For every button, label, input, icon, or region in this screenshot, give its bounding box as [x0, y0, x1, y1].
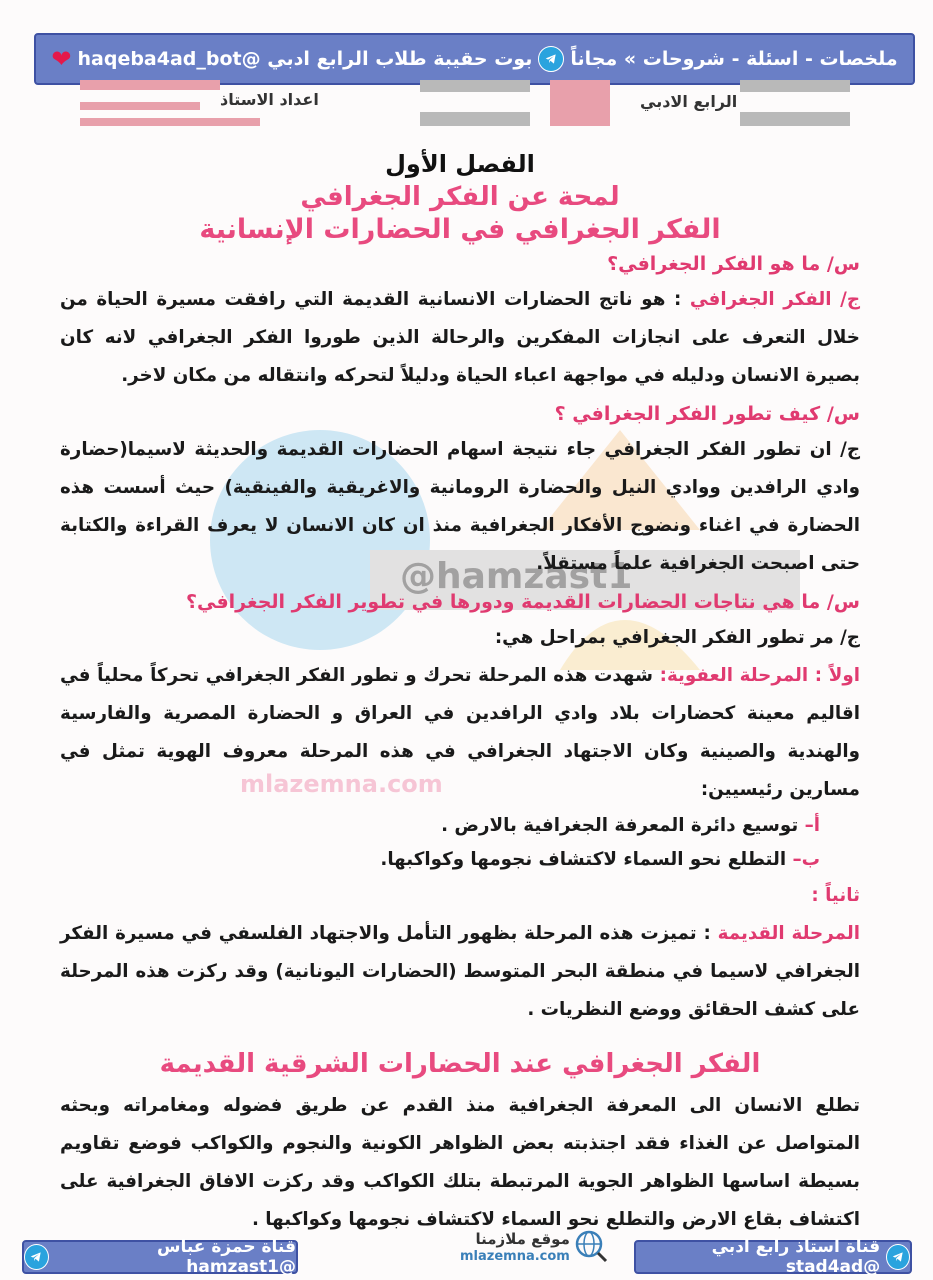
stage-1 [60, 657, 860, 809]
document-body [60, 150, 860, 1239]
point-a-text: توسيع دائرة المعرفة الجغرافية بالارض . [441, 815, 799, 836]
chapter-heading: الفصل الأول [385, 150, 535, 178]
title-overview: لمحة عن الفكر الجغرافي [300, 182, 620, 212]
stage-2-body: : تميزت هذه المرحلة بظهور التأمل والاجتهاد الفلسفي في مسيرة الفكر الجغرافي لاسيما في منطقة البحر المتوسط (الحضارات اليونانية) وقد ركزت هذه المرحلة على كشف الحقائق ووضع النظريات . [60, 923, 860, 1020]
footer-left-text: قناة حمزة عباس @hamzast1 [157, 1237, 296, 1277]
stage-2-label: ثانياً : [811, 885, 860, 906]
telegram-icon [886, 1244, 910, 1270]
footer-left-channel[interactable] [22, 1237, 298, 1277]
watermark-handle: @hamzast1 [400, 556, 633, 597]
title-civilizations: الفكر الجغرافي في الحضارات الإنسانية [199, 214, 721, 245]
telegram-icon [24, 1244, 49, 1270]
answer-1-body: : هو ناتج الحضارات الانسانية القديمة التي رافقت مسيرة الحياة من خلال التعرف على انجازات المفكرين والرحالة الذين طوروا الفكر الجغرافي لانه كان بصيرة الانسان ودليله في مواجهة اعباء الحياة ودليلاً لتحركه وانتقاله من مكان لاخر. [60, 289, 860, 386]
answer-1 [60, 281, 860, 395]
stage-2-term: المرحلة القديمة [717, 923, 860, 944]
logo-english: mlazemna.com [460, 1249, 570, 1264]
stage-1-point-b [60, 843, 860, 877]
answer-2: ج/ ان تطور الفكر الجغرافي جاء نتيجة اسهام الحضارات القديمة والحديثة لاسيما(حضارة وادي الرافدين ووادي النيل والحضارة الرومانية والاغريقية والفينقية) حيث أسست هذه الحضارة في اغناء ونضوج الأفكار الجغرافية منذ ان كان الانسان لا يعرف القراءة والكتابة حتى اصبحت الجغرافية علماً مستقلاً. [60, 439, 860, 574]
bot-link[interactable]: بوت حقيبة طلاب الرابع ادبي @haqeba4ad_bot [77, 48, 533, 70]
banner-left-text: اعداد الاستاذ [220, 90, 319, 109]
point-b-text: التطلع نحو السماء لاكتشاف نجومها وكواكبها. [380, 849, 787, 870]
globe-icon [574, 1229, 608, 1267]
stage-1-label: اولاً : المرحلة العفوية: [659, 665, 860, 686]
logo-arabic: موقع ملازمنا [475, 1230, 570, 1248]
footer-right-channel[interactable] [634, 1237, 912, 1277]
heart-icon: ❤ [51, 45, 72, 73]
answer-1-term: ج/ الفكر الجغرافي [689, 289, 860, 310]
question-2: س/ كيف تطور الفكر الجغرافي ؟ [554, 403, 860, 425]
footer-right-text: قناة استاذ رابع ادبي @stad4ad [711, 1237, 881, 1277]
stage-1-point-a [60, 809, 860, 843]
telegram-icon [538, 46, 564, 72]
banner-right-text: الرابع الادبي [640, 92, 738, 111]
stage-1-body: شهدت هذه المرحلة تحرك و تطور الفكر الجغرافي تحركاً محلياً في اقاليم معينة كحضارات بلاد وادي الرافدين في العراق و الحضارة المصرية والفارسية والهندية والصينية وكان الاجتهاد الجغرافي في هذه المرحلة معروف الهوية تمثل في مسارين رئيسيين: [60, 665, 860, 800]
footer-logo [460, 1222, 580, 1274]
header-text: ملخصات - اسئلة - شروحات » مجاناً [570, 48, 898, 70]
stage-2 [60, 915, 860, 1029]
answer-3-intro: ج/ مر تطور الفكر الجغرافي بمراحل هي: [494, 627, 860, 648]
question-3: س/ ما هي نتاجات الحضارات القديمة ودورها في تطوير الفكر الجغرافي؟ [185, 591, 860, 613]
point-a-label: أ– [804, 815, 820, 836]
header-decoration [80, 80, 850, 128]
point-b-label: ب– [792, 849, 820, 870]
question-1: س/ ما هو الفكر الجغرافي؟ [607, 253, 860, 275]
section-2-title: الفكر الجغرافي عند الحضارات الشرقية القديمة [159, 1049, 761, 1079]
section-2-body: تطلع الانسان الى المعرفة الجغرافية منذ القدم عن طريق فضوله ومغامراته وبحثه المتواصل عن الغذاء فقد اجتذبته بعض الظواهر الكونية والنجوم والكواكب فوضع تقاويم بسيطة اساسها الظواهر الجوية المرتبطة بتلك الكواكب وقد ركزت الافاق الجغرافية على اكتشاف بقاع الارض والتطلع نحو السماء لاكتشاف نجومها وكواكبها . [60, 1095, 860, 1230]
watermark-site: mlazemna.com [240, 770, 443, 798]
top-banner-bar [34, 33, 915, 85]
